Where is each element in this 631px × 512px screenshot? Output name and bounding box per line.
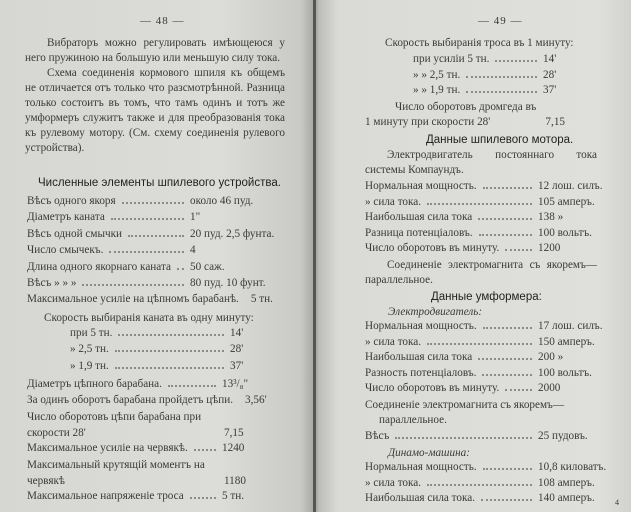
- row-label: при 5 тн.: [70, 327, 113, 339]
- table-row: [27, 489, 267, 505]
- motor-heading: Данные шпилевого мотора.: [426, 134, 574, 146]
- dot-leader: [118, 334, 224, 336]
- row-label: при усиліи 5 тн.: [413, 53, 490, 65]
- intro-text: [25, 36, 285, 156]
- row-value: 1240: [222, 442, 245, 454]
- dot-leader: [479, 234, 532, 236]
- dot-leader: [505, 389, 532, 391]
- row-value: 50 саж.: [190, 260, 225, 273]
- row-value: 3,56': [245, 394, 267, 406]
- right-page: [313, 0, 631, 512]
- row-value: 100 вольтъ.: [538, 366, 592, 379]
- row-label: Максимальный крутящій моментъ на червякѣ: [27, 459, 205, 487]
- table-row: [365, 210, 610, 226]
- row-label: » сила тока.: [365, 335, 422, 348]
- dot-leader: [128, 235, 184, 237]
- row-label: Максимальное усиліе на червякѣ.: [27, 442, 188, 454]
- table-row: [27, 227, 285, 243]
- row-label: Вѣсъ одной смычки: [27, 227, 123, 240]
- converter-heading: Данные умформера:: [431, 291, 542, 303]
- dot-leader: [466, 76, 537, 78]
- left-page: [0, 0, 313, 512]
- row-value: 13³/₈": [222, 378, 249, 390]
- motor-table: [365, 179, 610, 257]
- row-value: 28': [543, 68, 557, 81]
- row-label: Число оборотовъ цѣпи барабана при скорости 28': [27, 411, 202, 439]
- row-value: 1180: [224, 475, 246, 487]
- table-row: [27, 409, 267, 441]
- table-row: [27, 210, 285, 226]
- row-label: » 1,9 тн.: [70, 359, 109, 372]
- drum-label: Число оборотовъ дромгеда въ 1 минуту при скорости 28': [365, 101, 537, 128]
- dot-leader: [483, 468, 532, 470]
- dot-leader: [478, 218, 532, 220]
- row-value: 1": [190, 211, 201, 224]
- row-value: 4: [190, 244, 196, 257]
- row-label: Діаметръ цѣпного барабана.: [27, 378, 162, 390]
- dot-leader: [395, 437, 532, 439]
- drum-row: [365, 100, 565, 130]
- table-row: [413, 52, 563, 68]
- speed-table: [413, 52, 563, 99]
- table-row: [365, 460, 610, 476]
- row-label: Число оборотовъ въ минуту.: [365, 382, 500, 394]
- row-label: Нормальная мощность.: [365, 461, 477, 473]
- row-value: около 46 пуд.: [190, 195, 254, 207]
- row-label: Максимальное напряженіе троса: [27, 490, 184, 502]
- table-row: [365, 179, 610, 195]
- dot-leader: [495, 60, 537, 62]
- row-value: 2000: [538, 382, 561, 394]
- row-value: 28': [230, 343, 244, 356]
- row-value: 138 »: [538, 211, 564, 223]
- paragraph: Вибраторъ можно регулировать имѣющеюся у него пружиною на большую или меньшую силу тока.: [25, 37, 285, 64]
- row-value: 200 »: [538, 351, 564, 363]
- weight-row: [365, 429, 610, 445]
- dot-leader: [111, 218, 184, 220]
- motor-subheading: Электродвигатель:: [388, 306, 483, 318]
- row-label: Наибольшая сила тока: [365, 211, 473, 223]
- dot-leader: [109, 251, 184, 253]
- elements-table: [27, 194, 285, 309]
- table-row: [365, 319, 610, 335]
- page-number: — 48 —: [140, 15, 185, 27]
- speed-table: [70, 326, 260, 375]
- row-value: 12 лош. силъ.: [538, 180, 603, 192]
- row-label: Вѣсъ: [365, 430, 390, 442]
- table-row: [27, 441, 267, 457]
- row-value: 14': [543, 53, 557, 65]
- table-row: [365, 476, 610, 492]
- row-label: Наибольшая сила тока.: [365, 492, 476, 504]
- dot-leader: [481, 499, 532, 501]
- signature-mark: 4: [615, 498, 619, 507]
- dot-leader: [427, 203, 532, 205]
- dot-leader: [168, 385, 216, 387]
- section-heading: Численные элементы шпилевого устройства.: [38, 177, 281, 189]
- table-row: [27, 292, 285, 308]
- motor-intro: Электродвигатель постояннаго тока системы Компаундъ.: [365, 149, 597, 176]
- table-row: [27, 194, 285, 210]
- speed-heading: Скорость выбиранія каната въ одну минуту:: [44, 312, 254, 324]
- row-label: Вѣсъ одного якоря: [27, 195, 116, 207]
- row-value: 140 амперъ.: [538, 492, 595, 504]
- dot-leader: [115, 350, 224, 352]
- table-row: [70, 326, 260, 342]
- row-label: Нормальная мощность.: [365, 180, 477, 192]
- dot-leader: [194, 449, 216, 451]
- row-value: 150 амперъ.: [538, 335, 595, 348]
- row-value: 10,8 киловатъ.: [538, 461, 607, 473]
- row-label: » » 2,5 тн.: [413, 68, 461, 81]
- table-row: [413, 68, 563, 84]
- dynamo-table: [365, 460, 610, 507]
- dot-leader: [483, 327, 532, 329]
- dot-leader: [82, 284, 184, 286]
- row-label: » сила тока.: [365, 195, 422, 208]
- row-value: 37': [543, 84, 557, 96]
- row-label: » 2,5 тн.: [70, 343, 109, 356]
- table-row: [365, 335, 610, 351]
- row-label: Вѣсъ » » »: [27, 276, 77, 289]
- row-value: 80 пуд. 10 фунт.: [190, 276, 266, 289]
- dot-leader: [177, 268, 184, 270]
- row-value: 105 амперъ.: [538, 195, 595, 208]
- table-row: [365, 241, 610, 257]
- row-label: Число оборотовъ въ минуту.: [365, 242, 500, 254]
- dot-leader: [505, 249, 532, 251]
- row-label: Нормальная мощность.: [365, 320, 477, 332]
- dot-leader: [115, 367, 224, 369]
- table-row: [27, 260, 285, 276]
- page-number: — 49 —: [478, 15, 523, 27]
- row-value: 25 пудовъ.: [538, 430, 588, 442]
- dot-leader: [190, 497, 216, 499]
- row-label: » сила тока.: [365, 476, 422, 489]
- row-label: Разница потенціаловъ.: [365, 226, 473, 239]
- row-value: 14': [230, 327, 244, 339]
- row-label: » » 1,9 тн.: [413, 84, 461, 96]
- row-value: 108 амперъ.: [538, 476, 595, 489]
- table-row: [365, 226, 610, 242]
- dot-leader: [482, 374, 532, 376]
- converter-table: [365, 319, 610, 397]
- row-value: 20 пуд. 2,5 фунта.: [190, 227, 275, 240]
- dot-leader: [466, 91, 537, 93]
- row-label: За одинъ оборотъ барабана пройдетъ цѣпи.: [27, 394, 234, 406]
- row-label: Длина одного якорнаго каната: [27, 260, 171, 273]
- row-label: Діаметръ каната: [27, 211, 105, 224]
- converter-note: Соединеніе электромагнита съ якоремъ—параллельное.: [365, 399, 565, 426]
- table-row: [365, 350, 610, 366]
- drum-value: 7,15: [545, 116, 565, 128]
- row-value: 17 лош. силъ.: [538, 320, 603, 332]
- motor-note: Соединеніе электромагнита съ якоремъ—параллельное.: [365, 259, 597, 286]
- dot-leader: [427, 343, 532, 345]
- row-label: Число смычекъ.: [27, 244, 104, 257]
- speed-heading: Скорость выбиранія троса въ 1 минуту:: [385, 37, 574, 49]
- dot-leader: [483, 187, 532, 189]
- row-label: Наибольшая сила тока: [365, 351, 473, 363]
- table-row: [27, 243, 285, 259]
- drum-table: [27, 377, 267, 505]
- table-row: [365, 366, 610, 382]
- table-row: [365, 491, 610, 507]
- dot-leader: [122, 202, 184, 204]
- table-row: [70, 342, 260, 358]
- table-row: [413, 83, 563, 99]
- row-value: 1200: [538, 242, 561, 254]
- row-value: 5 тн.: [250, 293, 273, 306]
- dot-leader: [478, 358, 532, 360]
- row-value: 7,15: [224, 427, 244, 439]
- table-row: [27, 457, 267, 489]
- table-row: [27, 276, 285, 292]
- paragraph: Схема соединенія кормового шпиля къ общемъ не отличается отъ только что разсмотрѣнной. Разница только состоитъ въ томъ, что тамъ одинъ и тотъ же умформеръ служитъ также и для преобразованія тока къ рулевому мотору. (См. схему соединенія рулевого устройства).: [25, 67, 285, 154]
- dynamo-subheading: Динамо-машина:: [388, 447, 470, 459]
- row-value: 37': [230, 359, 244, 372]
- table-row: [365, 195, 610, 211]
- row-value: 100 вольтъ.: [538, 226, 592, 239]
- table-row: [365, 381, 610, 397]
- table-row: [27, 393, 267, 409]
- dot-leader: [427, 484, 532, 486]
- row-label: Максимальное усиліе на цѣпномъ барабанѣ.: [27, 293, 239, 306]
- row-value: 5 тн.: [222, 490, 245, 502]
- table-row: [27, 377, 267, 393]
- table-row: [70, 359, 260, 375]
- row-label: Разность потенціаловъ.: [365, 366, 477, 379]
